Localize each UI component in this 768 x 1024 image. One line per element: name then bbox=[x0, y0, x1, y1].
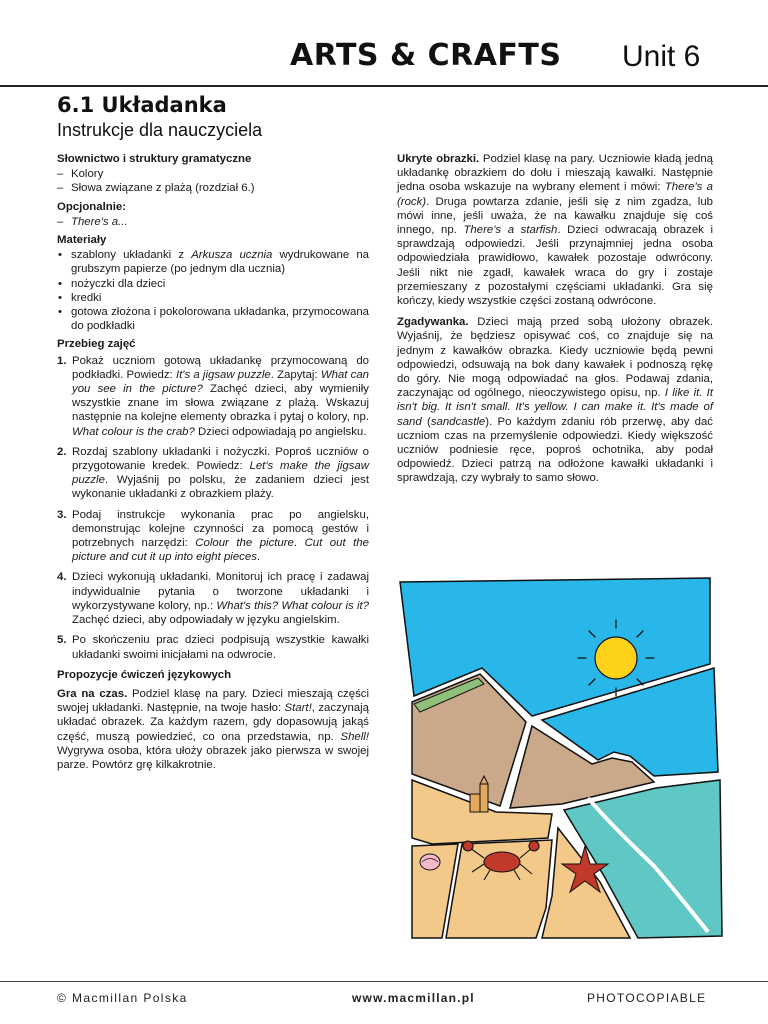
footer-note: PHOTOCOPIABLE bbox=[587, 991, 707, 1005]
procedure-step: 4. Dzieci wykonują układanki. Monitoruj ich pracę i zadawaj indywidualnie pytania o tworzone układanki i wykorzystywane kolory, np.: What's this? What colour is it? Zachęć dzieci, aby odpowiadały w języku angielskim. bbox=[57, 571, 369, 627]
list-item: – Kolory bbox=[57, 167, 369, 181]
step-number: 5. bbox=[57, 634, 67, 647]
list-item: • gotowa złożona i pokolorowana układanka, przymocowana do podkładki bbox=[57, 305, 369, 333]
list-item: – There's a... bbox=[57, 215, 369, 229]
optional-heading: Opcjonalnie: bbox=[57, 200, 126, 213]
games-heading: Propozycje ćwiczeń językowych bbox=[57, 668, 232, 681]
footer-copyright: © Macmillan Polska bbox=[57, 991, 188, 1005]
step-number: 4. bbox=[57, 571, 67, 584]
shell-icon bbox=[420, 854, 440, 870]
procedure-step: 3. Podaj instrukcje wykonania prac po angielsku, demonstrując kolejne czynności za pomocą gestów i potrzebnych narzędzi: Colour the picture. Cut out the picture and cut it up into eight pieces. bbox=[57, 508, 369, 564]
footer-divider bbox=[0, 981, 768, 982]
page-header bbox=[0, 0, 768, 90]
list-item: • kredki bbox=[57, 291, 369, 305]
procedure-step: 5. Po skończeniu prac dzieci podpisują wszystkie kawałki układanki swoimi inicjałami na odwrocie. bbox=[57, 634, 369, 661]
list-item: – Słowa związane z plażą (rozdział 6.) bbox=[57, 181, 369, 195]
procedure-steps bbox=[57, 354, 369, 662]
game-paragraph-hidden-pictures: Ukryte obrazki. Podziel klasę na pary. Uczniowie kładą jedną układankę obrazkiem do dołu i mieszają kawałki. Następnie jedna osoba wskazuje na wybrany element i mówi: There's a (rock). Druga powtarza zdanie, jeśli się z nim zgadza, lub mówi inne, jeśli uważa, że na kawałku znajduje się coś innego, np. There's a starfish. Dzieci odwracają obrazek i sprawdzają odpowiedzi. Jeśli przynajmniej jedna osoba odpowiedziała prawidłowo, kawałek pozostaje odwrócony. Jeśli nikt nie zgadł, kawałek wraca do gry i zostaje przemieszany z pozostałymi częściami układanki. Gra się kończy, kiedy wszystkie części zostaną odwrócone. bbox=[397, 153, 714, 308]
right-column bbox=[397, 152, 713, 493]
vocab-list bbox=[57, 167, 369, 195]
procedure-heading: Przebieg zajęć bbox=[57, 338, 136, 351]
header-divider bbox=[0, 85, 768, 87]
header-unit: Unit 6 bbox=[622, 40, 701, 73]
game-paragraph-race: Gra na czas. Podziel klasę na pary. Dzieci mieszają części swojej układanki. Następnie, na twoje hasło: Start!, zaczynają układać obrazek. Za każdym razem, gdy dopasowują jakąś część, muszą powiedzieć, co ona przedstawia, np. Shell! Wygrywa osoba, która ułoży obrazek jako pierwsza w swojej parze. Powtórz grę kilkakrotnie. bbox=[57, 687, 369, 771]
footer-url[interactable]: www.macmillan.pl bbox=[352, 991, 475, 1005]
lesson-title: 6.1 Układanka bbox=[57, 93, 227, 117]
step-number: 3. bbox=[57, 508, 67, 521]
lesson-subtitle: Instrukcje dla nauczyciela bbox=[57, 120, 263, 140]
procedure-step: 1. Pokaż uczniom gotową układankę przymocowaną do podkładki. Powiedz: It's a jigsaw puzzle. Zapytaj: What can you see in the picture? Zachęć dzieci, aby wymieniły wszystkie znane im słowa związane z plażą. Wskazuj następnie na kolejne elementy obrazka i pytaj o kolory, np. What colour is the crab? Dzieci odpowiadają po angielsku. bbox=[57, 354, 370, 438]
step-number: 1. bbox=[57, 354, 67, 367]
list-item: • nożyczki dla dzieci bbox=[57, 277, 369, 291]
game-paragraph-guessing: Zgadywanka. Dzieci mają przed sobą ułożony obrazek. Wyjaśnij, że będziesz opisywać coś, co znajduje się na jednym z kawałków obrazka. Kiedy uczniowie będą pewni odpowiedzi, odsuwają na bok dany kawałek i podnoszą rękę do góry. Nie mogą odpowiadać na głos. Podawaj zdania, zaczynając od ogólnego, nieoczywistego opisu, np. I like it. It isn't big. It isn't small. It's yellow. I can make it. It's made of sand (sandcastle). Po każdym zdaniu rób przerwę, aby dać uczniom czas na przemyślenie odpowiedzi. Kiedy większość uczniów podniesie ręce, poproś ochotnika, aby podał odpowiedź. Dzieci patrzą na odłożone kawałki układanki i sprawdzają, czy wybrały to samo słowo. bbox=[397, 316, 713, 485]
materials-heading: Materiały bbox=[57, 234, 107, 247]
vocab-heading: Słownictwo i struktury gramatyczne bbox=[57, 153, 252, 165]
procedure-step: 2. Rozdaj szablony układanki i nożyczki. Poproś uczniów o przygotowanie kredek. Powiedz: Let's make the jigsaw puzzle. Wyjaśnij po polsku, że zadaniem dzieci jest wykonanie układanki z obrazkiem plaży. bbox=[57, 445, 369, 501]
optional-list bbox=[57, 215, 369, 229]
beach-puzzle-illustration bbox=[392, 576, 728, 942]
header-title: ARTS & CRAFTS bbox=[290, 38, 562, 73]
list-item: • szablony układanki z Arkusza ucznia wydrukowane na grubszym papierze (po jednym dla ucznia) bbox=[57, 248, 369, 276]
step-number: 2. bbox=[57, 445, 67, 458]
materials-list bbox=[57, 248, 369, 333]
left-column bbox=[57, 152, 369, 779]
